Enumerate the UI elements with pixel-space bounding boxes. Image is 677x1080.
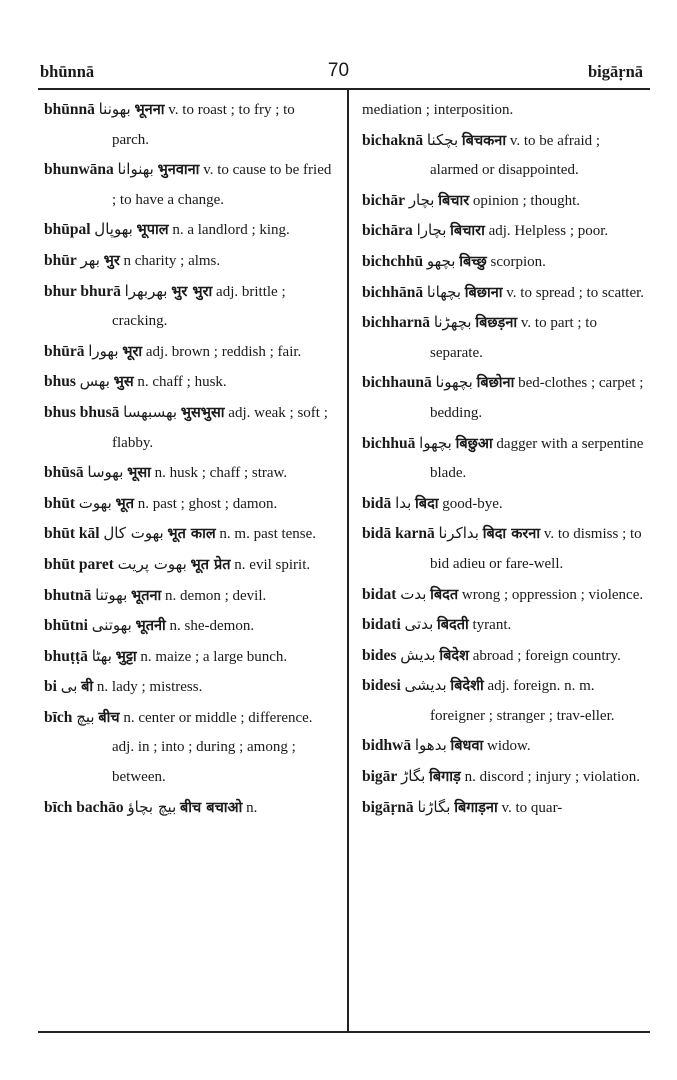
entry-urdu-script: بھوتنی <box>91 616 132 635</box>
entry-hindi-script: बिगाड़ <box>429 769 461 786</box>
dictionary-entry <box>362 762 652 793</box>
entry-urdu-script: بھسبھسا <box>123 402 178 421</box>
dictionary-entry <box>362 368 652 428</box>
dictionary-entry <box>362 610 652 641</box>
footer-rule <box>38 1031 650 1033</box>
entry-urdu-script: بھر <box>80 250 100 269</box>
entry-headword: bhūrā <box>44 342 85 360</box>
right-column <box>362 95 652 823</box>
entry-hindi-script: भूतना <box>131 587 162 604</box>
entry-headword: bidesi <box>362 677 401 695</box>
entry-urdu-script: بیچ <box>76 707 95 726</box>
entry-headword: bigāṛnā <box>362 798 414 816</box>
entry-hindi-script: भूसा <box>127 465 151 482</box>
entry-urdu-script: بیچ بچاؤ <box>127 797 177 816</box>
entry-definition: n charity ; alms. <box>123 252 221 269</box>
entry-hindi-script: बिदेश <box>439 647 469 664</box>
dictionary-entry <box>362 186 652 217</box>
entry-hindi-script: बीच बचाओ <box>180 799 243 816</box>
entry-hindi-script: भुट्टा <box>115 648 137 665</box>
entry-hindi-script: भुस <box>113 374 134 391</box>
entry-urdu-script: بچھوا <box>419 433 452 452</box>
entry-headword: bides <box>362 646 397 664</box>
dictionary-entry <box>44 246 334 277</box>
page-header <box>0 58 677 88</box>
entry-headword: bhūt <box>44 494 76 512</box>
entry-definition: tyrant. <box>472 617 512 634</box>
dictionary-entry <box>44 215 334 246</box>
entry-urdu-script: بھوت کال <box>103 524 164 543</box>
entry-hindi-script: भूरा <box>122 343 143 360</box>
entry-definition: n. past ; ghost ; damon. <box>137 495 278 512</box>
entry-definition: v. to dismiss ; to bid adieu or fare-well. <box>430 526 642 572</box>
entry-hindi-script: बी <box>81 679 94 696</box>
entry-urdu-script: بھنوانا <box>117 160 154 179</box>
entry-hindi-script: भूनना <box>134 102 165 118</box>
entry-headword: bichhānā <box>362 283 424 301</box>
entry-definition: abroad ; foreign country. <box>472 647 621 664</box>
dictionary-entry <box>362 278 652 309</box>
entry-hindi-script: बिधवा <box>450 738 484 755</box>
entry-headword: bidhwā <box>362 737 412 755</box>
entry-hindi-script: भुर भुरा <box>171 283 213 300</box>
entry-hindi-script: भुसभुसा <box>180 404 225 421</box>
entry-urdu-script: بگاڑ <box>401 767 426 786</box>
entry-headword: bigār <box>362 768 398 786</box>
entry-urdu-script: بھربھرا <box>124 281 168 300</box>
entry-definition: scorpion. <box>490 253 546 270</box>
entry-definition: adj. weak ; soft ; flabby. <box>112 404 328 451</box>
entry-definition: adj. foreign. n. m. foreigner ; stranger ; trav-eller. <box>430 678 615 724</box>
dictionary-entry <box>44 611 334 642</box>
entry-definition: n. maize ; a large bunch. <box>140 648 288 665</box>
entry-definition: v. to roast ; to fry ; to parch. <box>112 102 295 148</box>
dictionary-entry <box>362 580 652 611</box>
entry-headword: bīch bachāo <box>44 798 124 816</box>
entry-headword: bichchhū <box>362 252 424 270</box>
dictionary-entry <box>44 277 334 337</box>
entry-headword: bichhuā <box>362 434 416 452</box>
entry-headword: bhūt kāl <box>44 525 100 543</box>
entry-headword: bhus <box>44 373 76 391</box>
dictionary-entry <box>362 489 652 520</box>
entry-headword: bidat <box>362 585 397 603</box>
dictionary-entry <box>44 703 334 793</box>
entry-definition: adj. brittle ; cracking. <box>112 283 286 330</box>
entry-headword: bhur bhurā <box>44 282 121 300</box>
dictionary-entry <box>44 458 334 489</box>
entry-urdu-script: بدیش <box>400 645 436 664</box>
dictionary-entry <box>44 155 334 215</box>
entry-urdu-script: بچھڑنا <box>433 313 472 332</box>
page-number: 70 <box>327 60 350 81</box>
dictionary-entry <box>44 519 334 550</box>
entry-hindi-script: बिच्छु <box>459 253 487 270</box>
entry-definition: good-bye. <box>442 495 503 512</box>
entry-definition: n. husk ; chaff ; straw. <box>154 465 288 482</box>
entry-hindi-script: बीच <box>98 709 120 726</box>
dictionary-entry <box>362 126 652 186</box>
entry-definition: v. to spread ; to scatter. <box>506 284 645 301</box>
entry-urdu-script: بدھوا <box>414 736 447 755</box>
entry-hindi-script: भूपाल <box>136 222 169 239</box>
entry-urdu-script: بی <box>60 677 78 696</box>
entry-headword: bhūnnā <box>44 101 95 118</box>
dictionary-entry <box>362 95 652 126</box>
entry-definition: v. to be afraid ; alarmed or disappointed. <box>430 132 601 179</box>
dictionary-entry <box>362 216 652 247</box>
entry-urdu-script: بچار <box>408 190 435 209</box>
entry-headword: bidā karnā <box>362 525 435 543</box>
entry-headword: bi <box>44 678 57 696</box>
entry-urdu-script: بھوننا <box>98 100 131 118</box>
entry-headword: bhūt paret <box>44 555 114 573</box>
entry-definition: bed-clothes ; carpet ; bedding. <box>430 375 644 421</box>
entry-hindi-script: भूत प्रेत <box>190 556 231 573</box>
entry-headword: bhūsā <box>44 464 84 482</box>
entry-headword: bichaknā <box>362 131 424 149</box>
entry-hindi-script: भुनवाना <box>157 162 200 179</box>
dictionary-entry <box>44 489 334 520</box>
dictionary-entry <box>362 793 652 824</box>
entry-headword: bhus bhusā <box>44 403 120 421</box>
entry-definition: n. evil spirit. <box>234 556 311 573</box>
entry-definition: dagger with a serpentine blade. <box>430 435 644 482</box>
entry-hindi-script: भूतनी <box>135 618 166 635</box>
dictionary-entry <box>44 581 334 612</box>
entry-definition: wrong ; oppression ; violence. <box>461 586 644 603</box>
dictionary-entry <box>44 367 334 398</box>
entry-urdu-script: بدت <box>400 584 427 603</box>
entry-definition: adj. brown ; reddish ; fair. <box>145 343 302 360</box>
entry-definition: n. <box>246 799 258 816</box>
dictionary-entry <box>362 519 652 579</box>
entry-definition: n. center or middle ; difference. adj. in ; into ; during ; among ; between. <box>112 709 313 786</box>
header-right-guide-word: bigāṛnā <box>587 62 643 81</box>
entry-hindi-script: बिचकना <box>461 132 507 149</box>
entry-definition: mediation ; interposition. <box>362 102 514 118</box>
entry-definition: n. she-demon. <box>169 618 255 635</box>
entry-urdu-script: بگاڑنا <box>417 797 451 816</box>
dictionary-entry <box>44 793 334 824</box>
entry-urdu-script: بچھونا <box>435 373 473 392</box>
dictionary-entry <box>362 308 652 368</box>
dictionary-entry <box>362 731 652 762</box>
dictionary-entry <box>44 337 334 368</box>
entry-urdu-script: بدتی <box>404 615 434 634</box>
header-rule <box>38 88 650 90</box>
entry-hindi-script: बिचार <box>438 192 470 209</box>
entry-definition: n. discord ; injury ; violation. <box>464 769 640 786</box>
header-left-guide-word: bhūnnā <box>40 62 95 81</box>
entry-definition: n. a landlord ; king. <box>172 222 290 239</box>
entry-headword: bidati <box>362 616 401 634</box>
entry-headword: bhūr <box>44 251 77 269</box>
entry-urdu-script: بچکنا <box>426 130 459 149</box>
entry-hindi-script: बिचारा <box>450 223 485 240</box>
entry-urdu-script: بدا <box>395 493 412 512</box>
entry-definition: adj. Helpless ; poor. <box>488 223 609 240</box>
entry-hindi-script: बिछुआ <box>455 435 493 452</box>
entry-definition: n. chaff ; husk. <box>137 374 227 391</box>
entry-urdu-script: بھوت پریت <box>117 554 187 573</box>
entry-urdu-script: بھوت <box>78 493 112 512</box>
entry-headword: bichār <box>362 191 406 209</box>
entry-definition: n. m. past tense. <box>219 526 317 543</box>
entry-hindi-script: बिदती <box>437 617 469 634</box>
entry-urdu-script: بداکرنا <box>438 524 479 543</box>
entry-headword: bichharnā <box>362 314 431 332</box>
entry-headword: bichhaunā <box>362 374 432 392</box>
entry-hindi-script: बिदत <box>430 586 459 603</box>
entry-hindi-script: बिछड़ना <box>475 315 518 332</box>
entry-hindi-script: भूत <box>115 495 134 512</box>
dictionary-entry <box>362 641 652 672</box>
entry-urdu-script: بچھانا <box>426 282 462 301</box>
entry-urdu-script: بھٹا <box>91 646 112 665</box>
entry-headword: bhutnā <box>44 586 92 604</box>
dictionary-entry <box>44 550 334 581</box>
dictionary-entry <box>362 671 652 731</box>
entry-hindi-script: बिगाड़ना <box>454 799 498 816</box>
entry-urdu-script: بدیشی <box>404 676 447 695</box>
entry-urdu-script: بھورا <box>88 341 119 360</box>
dictionary-entry <box>362 429 652 489</box>
dictionary-entry <box>362 247 652 278</box>
entry-hindi-script: बिछोना <box>476 375 515 392</box>
entry-hindi-script: भुर <box>103 252 120 269</box>
entry-hindi-script: बिदा <box>415 495 439 512</box>
left-column <box>44 95 334 823</box>
dictionary-entry <box>44 95 334 155</box>
entry-definition: v. to part ; to separate. <box>430 315 597 361</box>
entry-urdu-script: بھوپال <box>94 220 133 239</box>
entry-definition: v. to quar- <box>501 799 563 816</box>
entry-urdu-script: بچارا <box>416 221 447 240</box>
entry-headword: bichāra <box>362 222 413 240</box>
entry-definition: widow. <box>487 738 531 755</box>
entry-definition: n. lady ; mistress. <box>96 679 203 696</box>
entry-headword: bhūpal <box>44 221 91 239</box>
entry-headword: bidā <box>362 494 392 512</box>
entry-definition: n. demon ; devil. <box>165 587 267 604</box>
entry-headword: bhunwāna <box>44 161 114 179</box>
entry-hindi-script: बिछाना <box>464 284 503 301</box>
entry-definition: opinion ; thought. <box>472 192 581 209</box>
entry-hindi-script: बिदा करना <box>482 526 541 543</box>
dictionary-entry <box>44 398 334 458</box>
entry-definition: v. to cause to be fried ; to have a change. <box>112 162 332 208</box>
entry-headword: bīch <box>44 708 73 726</box>
entry-hindi-script: भूत काल <box>167 526 216 543</box>
entry-hindi-script: बिदेशी <box>450 678 484 695</box>
column-divider <box>347 89 349 1031</box>
entry-urdu-script: بھس <box>79 372 110 391</box>
entry-urdu-script: بھوسا <box>87 463 124 482</box>
entry-urdu-script: بچھو <box>426 251 456 270</box>
dictionary-entry <box>44 672 334 703</box>
entry-urdu-script: بھوتنا <box>95 585 128 604</box>
entry-headword: bhūtni <box>44 617 88 635</box>
entry-headword: bhuṭṭā <box>44 647 88 665</box>
dictionary-entry <box>44 642 334 673</box>
